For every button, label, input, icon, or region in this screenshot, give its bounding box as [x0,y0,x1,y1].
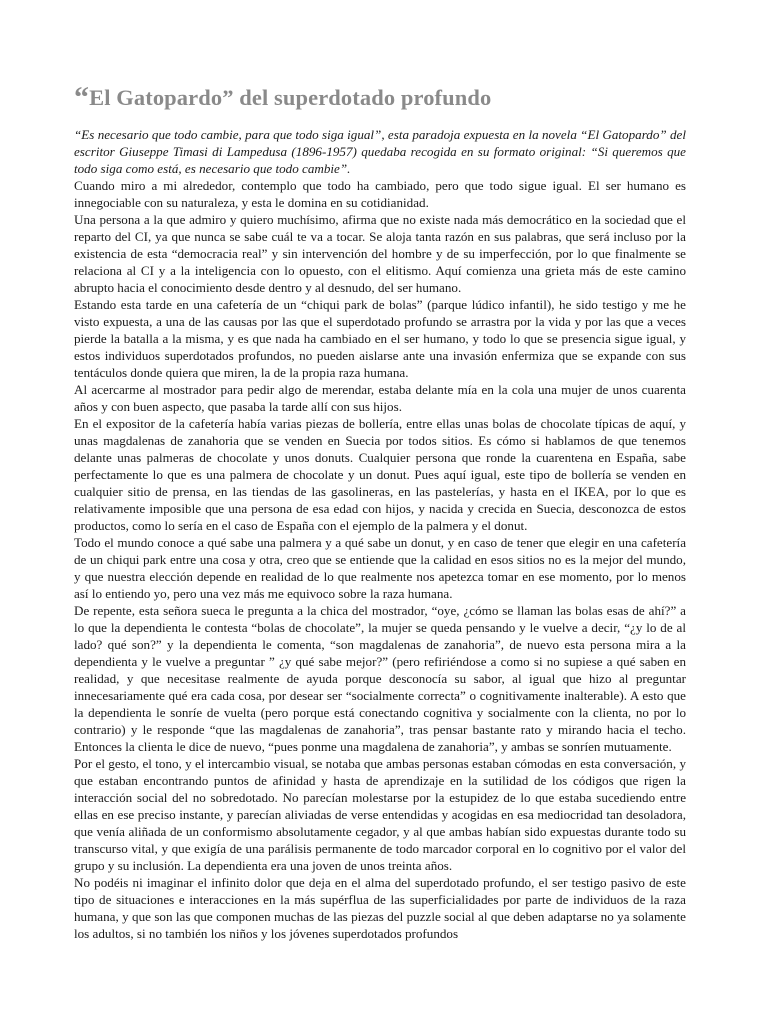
body-paragraph: No podéis ni imaginar el infinito dolor que deja en el alma del superdotado profundo, el ser testigo pasivo de este tipo de situaciones e interacciones en la más supérflua de las superficialidades por parte de individuos de la raza humana, y que son las que componen muchas de las piezas del puzzle social al que deben adaptarse no ya solamente los adultos, si no también los niños y los jóvenes superdotados profundos [74,875,686,941]
title-text: El Gatopardo” del superdotado profundo [89,85,492,110]
document-page [74,80,686,942]
body-paragraph: Cuando miro a mi alrededor, contemplo que todo ha cambiado, pero que todo sigue igual. El ser humano es innegociable con su naturaleza, y esta le domina en su cotidianidad. [74,178,686,210]
body-paragraph: En el expositor de la cafetería había varias piezas de bollería, entre ellas unas bolas de chocolate típicas de aquí, y unas magdalenas de zanahoria que se venden en Suecia por todos sitios. Es cómo si hablamos de que tenemos delante unas palmeras de chocolate y unos donuts. Cualquier persona que ronde la cuarentena en España, sabe perfectamente lo que es una palmera de chocolate y un donut. Pues aquí igual, este tipo de bollería se venden en cualquier sitio de prensa, en las tiendas de las gasolineras, en las pastelerías, y hasta en el IKEA, por lo que es relativamente imposible que una persona de esa edad con hijos, y nacida y crecida en Suecia, desconozca de estos productos, como lo sería en el caso de España con el ejemplo de la palmera y el donut. [74,416,686,533]
body-paragraph: Al acercarme al mostrador para pedir algo de merendar, estaba delante mía en la cola una mujer de unos cuarenta años y con buen aspecto, que pasaba la tarde allí con sus hijos. [74,382,686,414]
intro-quote: “Es necesario que todo cambie, para que todo siga igual”, esta paradoja expuesta en la novela “El Gatopardo” del escritor Giuseppe Timasi di Lampedusa (1896-1957) quedaba recogida en su formato original: “Si queremos que todo siga como está, es necesario que todo cambie”. [74,127,686,176]
body-paragraph: De repente, esta señora sueca le pregunta a la chica del mostrador, “oye, ¿cómo se llaman las bolas esas de ahí?” a lo que la dependienta le contesta “bolas de chocolate”, la mujer se queda pensando y le vuelve a decir, “¿y lo de al lado? qué son?” y la dependienta le comenta, “son magdalenas de zanahoria”, de nuevo esta persona mira a la dependienta y le vuelve a preguntar ” ¿y qué sabe mejor?” (pero refiriéndose a como si no supiese a qué saben en realidad, y que necesitase realmente de ayuda porque desconocía su sabor, al igual que hizo al preguntar innecesariamente qué era cada cosa, por desear ser “socialmente correcta” o cognitivamente inalterable). A esto que la dependienta le sonríe de vuelta (pero porque está conectando cognitiva y socialmente con la clienta, no por lo contrario) y le responde “que las magdalenas de zanahoria”, tras pensar bastante rato y mirando hacia el techo. Entonces la clienta le dice de nuevo, “pues ponme una magdalena de zanahoria”, y ambas se sonríen mutuamente. [74,603,686,754]
page-title [74,80,686,116]
title-open-quote: “ [74,81,90,114]
body-paragraph: Estando esta tarde en una cafetería de un “chiqui park de bolas” (parque lúdico infantil), he sido testigo y me he visto expuesta, a una de las causas por las que el superdotado profundo se arrastra por la vida y por las que a veces pierde la batalla a la misma, y es que nada ha cambiado en el ser humano, y todo lo que se presencia sigue igual, y estos individuos superdotados profundos, no pueden aislarse ante una invasión enfermiza que se expande con sus tentáculos donde quiera que miren, la de la propia raza humana. [74,297,686,380]
body-paragraph: Una persona a la que admiro y quiero muchísimo, afirma que no existe nada más democrático en la sociedad que el reparto del CI, ya que nunca se sabe cuál te va a tocar. Se aloja tanta razón en sus palabras, que será incluso por la existencia de esta “democracia real” y sin intervención del hombre y de su imperfección, por lo que finalmente se relaciona al CI y a la inteligencia con lo opuesto, con el elitismo. Aquí comienza una grieta más de este camino abrupto hacia el conocimiento desde dentro y al desnudo, del ser humano. [74,212,686,295]
body-paragraph: Todo el mundo conoce a qué sabe una palmera y a qué sabe un donut, y en caso de tener que elegir en una cafetería de un chiqui park entre una cosa y otra, creo que se entiende que la calidad en esos sitios no es la mejor del mundo, y que nuestra elección depende en realidad de lo que realmente nos apetezca tomar en ese momento, por lo menos así lo entiendo yo, pero una vez más me equivoco sobre la raza humana. [74,535,686,601]
body-paragraph: Por el gesto, el tono, y el intercambio visual, se notaba que ambas personas estaban cómodas en esta conversación, y que estaban encontrando puntos de afinidad y hasta de aprendizaje en la sutilidad de los códigos que rigen la interacción social del no sobredotado. No parecían molestarse por la estupidez de lo que estaba sucediendo entre ellas en ese preciso instante, y parecían aliviadas de verse entendidas y acogidas en esa mediocridad tan desoladora, que venía aliñada de un conformismo absolutamente cegador, y al que ambas habían sido expuestas durante todo su transcurso vital, y que exigía de una parálisis permanente de todo marcador corporal en lo cognitivo por el valor del grupo y su inclusión. La dependienta era una joven de unos treinta años. [74,756,686,873]
